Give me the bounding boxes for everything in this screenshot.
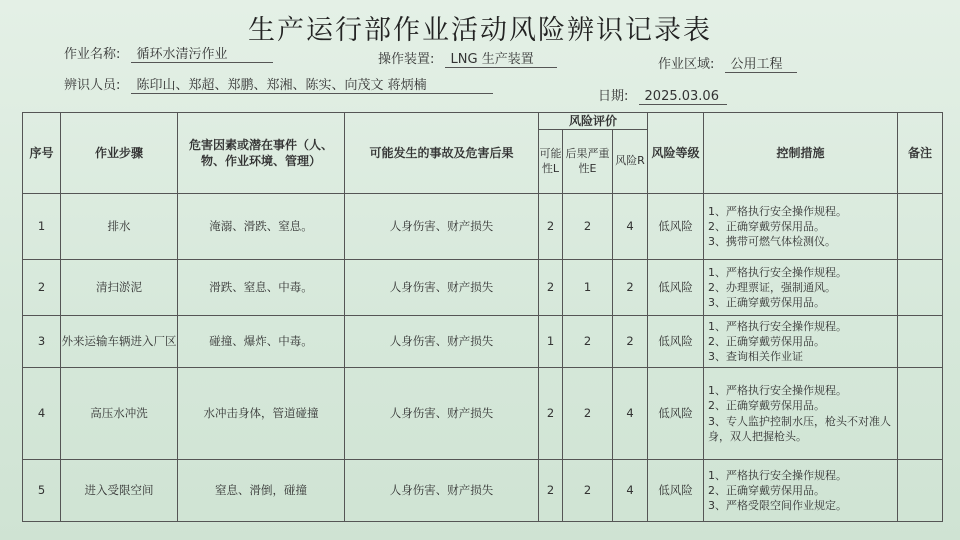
- measure-line: 3、专人监护控制水压，枪头不对准人: [708, 414, 892, 428]
- cell-consequence: 人身伤害、财产损失: [345, 368, 539, 460]
- measure-line: 2、正确穿戴劳保用品。: [708, 334, 826, 348]
- cell-remark: [898, 260, 943, 316]
- measure-line: 2、正确穿戴劳保用品。: [708, 219, 826, 233]
- cell-hazard: 窒息、滑倒，碰撞: [178, 460, 345, 522]
- cell-hazard: 滑跌、窒息、中毒。: [178, 260, 345, 316]
- header-no: 序号: [23, 113, 61, 194]
- cell-measures: [704, 260, 898, 316]
- cell-hazard: 碰撞、爆炸、中毒。: [178, 316, 345, 368]
- measure-line: 1、严格执行安全操作规程。: [708, 319, 848, 333]
- job-name-label: 作业名称:: [64, 47, 121, 62]
- area-label: 作业区域:: [658, 57, 715, 72]
- cell-e: 2: [563, 460, 613, 522]
- header-likelihood: 可能性L: [539, 130, 563, 194]
- measure-line: 1、严格执行安全操作规程。: [708, 468, 848, 482]
- identifiers-label: 辨识人员:: [64, 78, 121, 93]
- device-label: 操作装置:: [378, 52, 435, 67]
- header-risk: 风险R: [613, 130, 648, 194]
- measure-line: 身，双人把握枪头。: [708, 430, 808, 444]
- cell-consequence: 人身伤害、财产损失: [345, 260, 539, 316]
- cell-r: 4: [613, 460, 648, 522]
- cell-no: 5: [23, 460, 61, 522]
- cell-step: 外来运输车辆进入厂区: [61, 316, 178, 368]
- header-hazard: 危害因素或潜在事件（人、物、作业环境、管理）: [178, 113, 345, 194]
- cell-no: 2: [23, 260, 61, 316]
- cell-e: 2: [563, 368, 613, 460]
- header-severity: 后果严重性E: [563, 130, 613, 194]
- cell-measures: [704, 316, 898, 368]
- job-name-value: 循环水清污作业: [131, 43, 273, 63]
- measure-line: 3、严格受限空间作业规定。: [708, 499, 848, 513]
- risk-table-body: [23, 194, 943, 522]
- table-row: [23, 260, 943, 316]
- header-consequence: 可能发生的事故及危害后果: [345, 113, 539, 194]
- measure-line: 2、正确穿戴劳保用品。: [708, 483, 826, 497]
- table-row: [23, 316, 943, 368]
- cell-level: 低风险: [648, 316, 704, 368]
- cell-measures: [704, 194, 898, 260]
- cell-r: 4: [613, 368, 648, 460]
- cell-no: 4: [23, 368, 61, 460]
- measure-line: 1、严格执行安全操作规程。: [708, 265, 848, 279]
- job-name-field: [64, 43, 273, 63]
- cell-l: 2: [539, 194, 563, 260]
- header-step: 作业步骤: [61, 113, 178, 194]
- cell-level: 低风险: [648, 460, 704, 522]
- cell-l: 2: [539, 260, 563, 316]
- cell-level: 低风险: [648, 368, 704, 460]
- cell-consequence: 人身伤害、财产损失: [345, 460, 539, 522]
- date-label: 日期:: [598, 89, 629, 104]
- header-risk-eval: 风险评价: [539, 113, 648, 130]
- cell-r: 4: [613, 194, 648, 260]
- cell-measures: [704, 368, 898, 460]
- cell-r: 2: [613, 260, 648, 316]
- cell-level: 低风险: [648, 260, 704, 316]
- cell-step: 高压水冲洗: [61, 368, 178, 460]
- cell-e: 2: [563, 316, 613, 368]
- measure-line: 1、严格执行安全操作规程。: [708, 383, 848, 397]
- cell-l: 2: [539, 460, 563, 522]
- device-value: LNG 生产装置: [445, 48, 557, 68]
- header-measures: 控制措施: [704, 113, 898, 194]
- cell-e: 2: [563, 194, 613, 260]
- cell-remark: [898, 316, 943, 368]
- cell-remark: [898, 194, 943, 260]
- risk-table: [22, 112, 943, 522]
- table-row: [23, 194, 943, 260]
- cell-hazard: 淹溺、滑跌、窒息。: [178, 194, 345, 260]
- header-level: 风险等级: [648, 113, 704, 194]
- cell-e: 1: [563, 260, 613, 316]
- document-title: 生产运行部作业活动风险辨识记录表: [248, 15, 712, 46]
- cell-no: 1: [23, 194, 61, 260]
- measure-line: 3、携带可燃气体检测仪。: [708, 235, 837, 249]
- date-value: 2025.03.06: [639, 89, 727, 105]
- measure-line: 2、办理票证，强制通风。: [708, 280, 837, 294]
- cell-measures: [704, 460, 898, 522]
- measure-line: 3、查询相关作业证: [708, 350, 804, 364]
- cell-r: 2: [613, 316, 648, 368]
- cell-no: 3: [23, 316, 61, 368]
- cell-step: 进入受限空间: [61, 460, 178, 522]
- cell-hazard: 水冲击身体，管道碰撞: [178, 368, 345, 460]
- date-field: [598, 85, 727, 105]
- cell-consequence: 人身伤害、财产损失: [345, 194, 539, 260]
- cell-level: 低风险: [648, 194, 704, 260]
- measure-line: 3、正确穿戴劳保用品。: [708, 296, 826, 310]
- cell-step: 排水: [61, 194, 178, 260]
- table-row: [23, 460, 943, 522]
- cell-remark: [898, 460, 943, 522]
- table-row: [23, 368, 943, 460]
- cell-l: 1: [539, 316, 563, 368]
- header-remark: 备注: [898, 113, 943, 194]
- measure-line: 2、正确穿戴劳保用品。: [708, 399, 826, 413]
- cell-consequence: 人身伤害、财产损失: [345, 316, 539, 368]
- identifiers-field: [64, 74, 493, 94]
- cell-l: 2: [539, 368, 563, 460]
- area-field: [658, 53, 797, 73]
- device-field: [378, 48, 557, 68]
- cell-step: 清扫淤泥: [61, 260, 178, 316]
- cell-remark: [898, 368, 943, 460]
- identifiers-value: 陈印山、郑超、郑鹏、郑湘、陈实、向茂文 蒋炳楠: [131, 74, 493, 94]
- measure-line: 1、严格执行安全操作规程。: [708, 204, 848, 218]
- area-value: 公用工程: [725, 53, 797, 73]
